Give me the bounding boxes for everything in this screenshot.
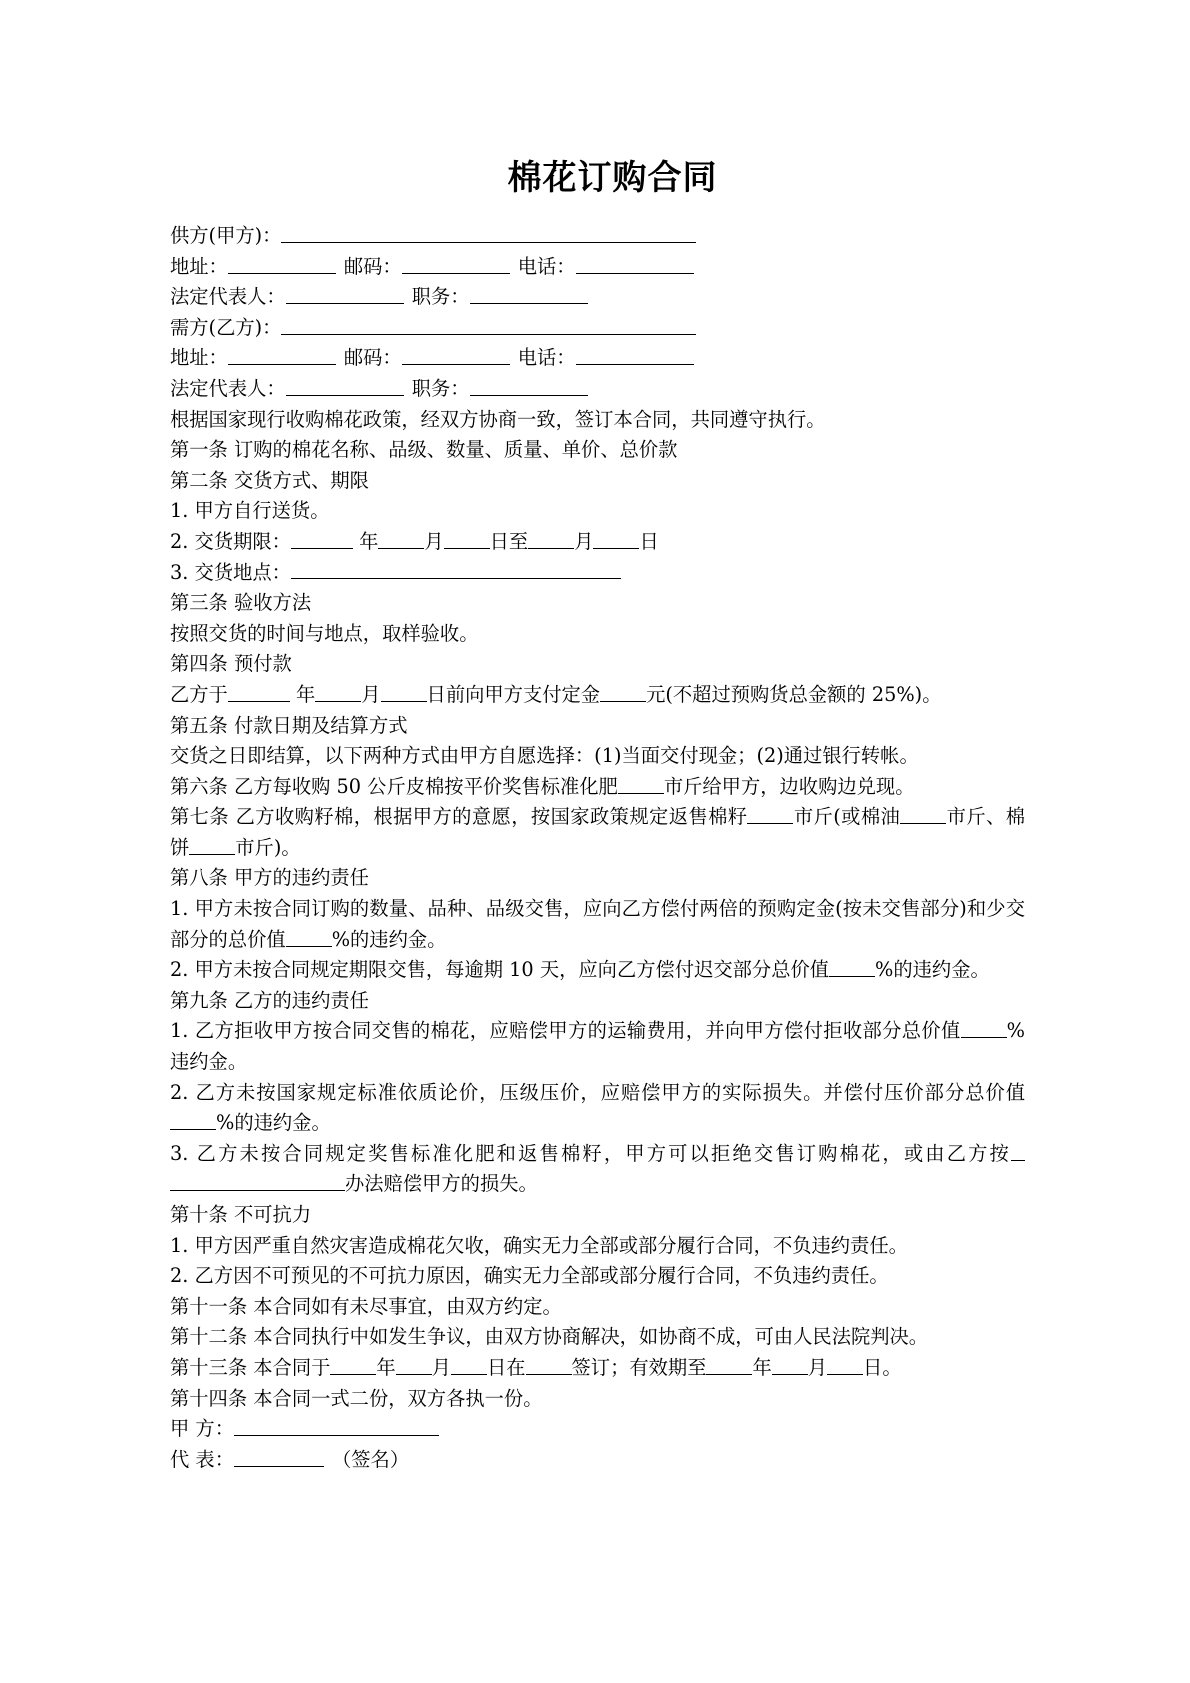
article-8-c1-penalty-blank[interactable] bbox=[286, 927, 332, 946]
field-position-label: 职务： bbox=[411, 285, 470, 309]
field-address-label: 地址： bbox=[170, 254, 228, 278]
article-6-prefix: 第六条 乙方每收购 50 公斤皮棉按平价奖售标准化肥 bbox=[170, 774, 618, 798]
field-postcode-label-2: 邮码： bbox=[343, 346, 402, 370]
sign-year-unit: 年 bbox=[376, 1355, 396, 1379]
signature-representative bbox=[170, 1445, 1025, 1476]
article-9-c1-prefix: 1. 乙方拒收甲方按合同交售的棉花，应赔偿甲方的运输费用，并向甲方偿付拒收部分总价值 bbox=[170, 1019, 961, 1043]
field-buyer-contact bbox=[170, 343, 1025, 374]
article-8-c2-penalty-blank[interactable] bbox=[829, 958, 875, 977]
article-4-clause-1 bbox=[170, 680, 1025, 711]
field-buyer-blank[interactable] bbox=[281, 315, 696, 334]
signature-note: （签名） bbox=[331, 1447, 410, 1471]
article-2-clause-2 bbox=[170, 527, 1025, 558]
article-7-mid-2: 市斤、棉饼 bbox=[170, 805, 1025, 859]
article-8-c1-prefix: 1. 甲方未按合同订购的数量、品种、品级交售，应向乙方偿付两倍的预购定金(按未交售部分)和少交部分的总价值 bbox=[170, 897, 1025, 951]
field-address-blank[interactable] bbox=[228, 254, 336, 273]
article-6-suffix: 市斤给甲方，边收购边兑现。 bbox=[663, 774, 915, 798]
delivery-year-blank[interactable] bbox=[291, 530, 353, 549]
deposit-day-blank[interactable] bbox=[381, 683, 427, 702]
cottonoil-amount-blank[interactable] bbox=[900, 805, 946, 824]
valid-month-blank[interactable] bbox=[772, 1356, 808, 1375]
field-legal-rep-label: 法定代表人： bbox=[170, 285, 286, 309]
article-10-clause-2: 2. 乙方因不可预见的不可抗力原因，确实无力全部或部分履行合同，不负违约责任。 bbox=[170, 1264, 889, 1288]
article-13-suffix: 日。 bbox=[863, 1355, 902, 1379]
article-8-c2-prefix: 2. 甲方未按合同规定期限交售，每逾期 10 天，应向乙方偿付迟交部分总价值 bbox=[170, 958, 830, 982]
article-7-suffix: 市斤)。 bbox=[235, 835, 301, 859]
article-3-heading: 第三条 验收方法 bbox=[170, 591, 312, 615]
article-8-heading: 第八条 甲方的违约责任 bbox=[170, 866, 369, 890]
field-supplier-rep bbox=[170, 282, 1025, 313]
article-3-clause-1: 按照交货的时间与地点，取样验收。 bbox=[170, 621, 479, 645]
article-6-clause-1 bbox=[170, 772, 1025, 803]
field-supplier-label: 供方(甲方)： bbox=[170, 224, 282, 247]
article-13-prefix: 第十三条 本合同于 bbox=[170, 1355, 331, 1379]
valid-month-unit: 月 bbox=[807, 1355, 828, 1379]
article-2-heading: 第二条 交货方式、期限 bbox=[170, 468, 369, 492]
article-9-clause-1 bbox=[170, 1016, 1025, 1077]
delivery-place-label: 3. 交货地点： bbox=[170, 560, 291, 584]
field-address-label-2: 地址： bbox=[170, 346, 228, 370]
delivery-period-label: 2. 交货期限： bbox=[170, 529, 291, 553]
fertilizer-amount-blank[interactable] bbox=[618, 774, 664, 793]
article-12-heading: 第十二条 本合同执行中如发生争议，由双方协商解决，如协商不成，可由人民法院判决。 bbox=[170, 1325, 929, 1349]
article-9-c1-penalty-blank[interactable] bbox=[961, 1019, 1007, 1038]
page-title: 棉花订购合同 bbox=[507, 158, 718, 198]
cottonseed-amount-blank[interactable] bbox=[747, 805, 793, 824]
deposit-amount-blank[interactable] bbox=[600, 683, 646, 702]
delivery-end-month-unit: 月 bbox=[574, 529, 594, 553]
article-9-c3-suffix: 办法赔偿甲方的损失。 bbox=[345, 1172, 538, 1196]
article-8-c1-suffix: %的违约金。 bbox=[331, 927, 447, 951]
article-9-c3-blank-head[interactable] bbox=[1011, 1141, 1025, 1160]
delivery-end-day-blank[interactable] bbox=[593, 530, 639, 549]
signature-party-a-label: 甲 方： bbox=[170, 1417, 234, 1441]
field-position-blank[interactable] bbox=[470, 285, 588, 304]
delivery-month-blank[interactable] bbox=[378, 530, 424, 549]
field-phone-blank[interactable] bbox=[576, 254, 694, 273]
signature-representative-label: 代 表： bbox=[170, 1447, 234, 1471]
valid-day-blank[interactable] bbox=[827, 1356, 863, 1375]
signature-representative-blank[interactable] bbox=[234, 1447, 324, 1466]
article-2-clause-3 bbox=[170, 558, 1025, 589]
valid-year-unit: 年 bbox=[752, 1355, 772, 1379]
field-postcode-blank[interactable] bbox=[402, 254, 510, 273]
article-9-c2-suffix: %的违约金。 bbox=[216, 1111, 331, 1135]
article-9-c2-prefix: 2. 乙方未按国家规定标准依质论价，压级压价，应赔偿甲方的实际损失。并偿付压价部分总价值 bbox=[170, 1080, 1025, 1104]
delivery-end-month-blank[interactable] bbox=[528, 530, 574, 549]
field-supplier bbox=[170, 221, 1025, 252]
article-7-prefix: 第七条 乙方收购籽棉，根据甲方的意愿，按国家政策规定返售棉籽 bbox=[170, 805, 748, 829]
article-1-heading: 第一条 订购的棉花名称、品级、数量、质量、单价、总价款 bbox=[170, 438, 678, 462]
article-13-clause-1 bbox=[170, 1353, 1025, 1384]
delivery-end-day-unit: 日 bbox=[639, 529, 659, 553]
document-body bbox=[170, 221, 1025, 1475]
article-8-clause-1 bbox=[170, 894, 1025, 955]
deposit-year-unit: 年 bbox=[289, 682, 316, 706]
deposit-prefix: 乙方于 bbox=[170, 682, 228, 706]
article-5-heading: 第五条 付款日期及结算方式 bbox=[170, 713, 408, 737]
delivery-year-unit: 年 bbox=[352, 529, 379, 553]
article-10-clause-1: 1. 甲方因严重自然灾害造成棉花欠收，确实无力全部或部分履行合同，不负违约责任。 bbox=[170, 1233, 908, 1257]
field-position-label-2: 职务： bbox=[411, 376, 470, 400]
deposit-mid-text: 日前向甲方支付定金 bbox=[426, 682, 601, 706]
article-11-heading: 第十一条 本合同如有未尽事宜，由双方约定。 bbox=[170, 1294, 562, 1318]
field-buyer-label: 需方(乙方)： bbox=[170, 315, 282, 339]
article-8-c2-suffix: %的违约金。 bbox=[875, 958, 990, 982]
field-legal-rep-blank[interactable] bbox=[286, 285, 404, 304]
article-9-c3-blank-tail[interactable] bbox=[170, 1172, 345, 1191]
deposit-month-blank[interactable] bbox=[315, 683, 361, 702]
article-7-clause-1 bbox=[170, 802, 1025, 863]
article-8-clause-2 bbox=[170, 955, 1025, 986]
preamble: 根据国家现行收购棉花政策，经双方协商一致，签订本合同，共同遵守执行。 bbox=[170, 407, 826, 431]
field-buyer bbox=[170, 313, 1025, 344]
article-9-c3-prefix: 3. 乙方未按合同规定奖售标准化肥和返售棉籽，甲方可以拒绝交售订购棉花，或由乙方按 bbox=[170, 1141, 1011, 1165]
delivery-day-blank[interactable] bbox=[444, 530, 490, 549]
article-13-mid: 签订；有效期至 bbox=[571, 1355, 707, 1379]
sign-place-blank[interactable] bbox=[526, 1356, 572, 1375]
article-7-mid-1: 市斤(或棉油 bbox=[793, 805, 901, 829]
article-4-heading: 第四条 预付款 bbox=[170, 652, 292, 676]
delivery-day-unit: 日至 bbox=[489, 529, 529, 553]
field-supplier-blank[interactable] bbox=[281, 224, 696, 243]
cottoncake-amount-blank[interactable] bbox=[189, 836, 235, 855]
valid-year-blank[interactable] bbox=[706, 1356, 752, 1375]
sign-month-unit: 月 bbox=[431, 1355, 451, 1379]
sign-month-blank[interactable] bbox=[396, 1356, 432, 1375]
field-buyer-rep bbox=[170, 374, 1025, 405]
article-10-heading: 第十条 不可抗力 bbox=[170, 1203, 312, 1226]
deposit-suffix: 元(不超过预购货总金额的 25%)。 bbox=[646, 682, 942, 706]
field-phone-blank-2[interactable] bbox=[576, 346, 694, 365]
article-2-clause-1: 1. 甲方自行送货。 bbox=[170, 499, 330, 523]
deposit-year-blank[interactable] bbox=[228, 683, 290, 702]
field-position-blank-2[interactable] bbox=[470, 377, 588, 396]
signature-party-a-blank[interactable] bbox=[234, 1417, 439, 1436]
field-legal-rep-blank-2[interactable] bbox=[286, 377, 404, 396]
field-postcode-blank-2[interactable] bbox=[402, 346, 510, 365]
article-9-c1-suffix: %违约金。 bbox=[170, 1019, 1025, 1074]
article-9-c2-penalty-blank[interactable] bbox=[170, 1111, 216, 1130]
article-9-clause-3 bbox=[170, 1139, 1025, 1200]
article-5-clause-1: 交货之日即结算，以下两种方式由甲方自愿选择：(1)当面交付现金；(2)通过银行转帐。 bbox=[170, 744, 919, 768]
sign-year-blank[interactable] bbox=[330, 1356, 376, 1375]
field-supplier-contact bbox=[170, 252, 1025, 283]
field-phone-label: 电话： bbox=[517, 254, 576, 278]
deposit-month-unit: 月 bbox=[361, 682, 381, 706]
field-legal-rep-label-2: 法定代表人： bbox=[170, 376, 286, 400]
article-9-clause-2 bbox=[170, 1078, 1025, 1139]
field-address-blank-2[interactable] bbox=[228, 346, 336, 365]
sign-day-unit: 日在 bbox=[486, 1355, 526, 1379]
signature-party-a bbox=[170, 1414, 1025, 1445]
sign-day-blank[interactable] bbox=[451, 1356, 487, 1375]
field-phone-label-2: 电话： bbox=[517, 346, 576, 370]
field-postcode-label: 邮码： bbox=[343, 254, 402, 278]
delivery-place-blank[interactable] bbox=[291, 560, 621, 579]
article-14-heading: 第十四条 本合同一式二份，双方各执一份。 bbox=[170, 1386, 543, 1410]
article-9-heading: 第九条 乙方的违约责任 bbox=[170, 988, 369, 1012]
delivery-month-unit: 月 bbox=[424, 529, 444, 553]
